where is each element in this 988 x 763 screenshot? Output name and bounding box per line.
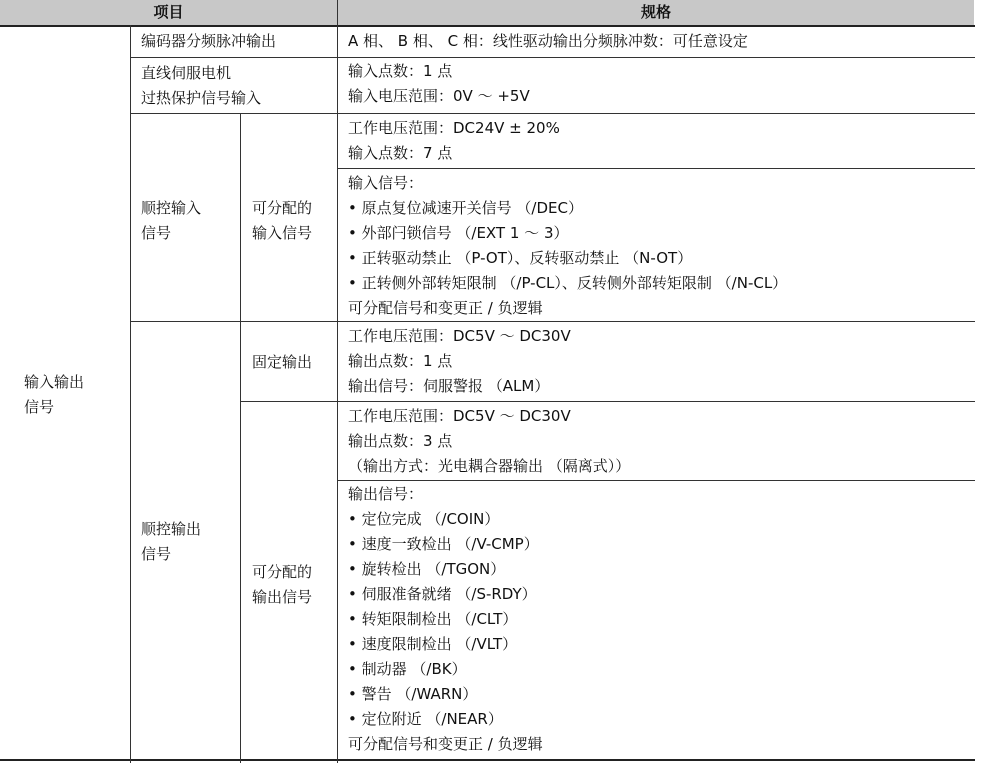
rule-col2-output: [240, 321, 241, 763]
rule-fixed-bottom: [240, 401, 975, 402]
rule-header-bottom: [0, 25, 975, 27]
rule-overheat-bottom: [130, 113, 975, 114]
header-item: 项目: [0, 0, 337, 25]
rule-col2-input: [240, 113, 241, 321]
rule-input-a-bottom: [337, 168, 975, 169]
encoder-spec: A 相、 B 相、 C 相：线性驱动输出分频脉冲数：可任意设定: [348, 32, 748, 50]
overheat-spec: 输入点数：1 点 输入电压范围：0V ～ +5V: [348, 62, 530, 105]
rule-table-bottom: [0, 759, 975, 761]
seq-output-spec-b: 输出信号： • 定位完成 （/COIN） • 速度一致检出 （/V-CMP） • 旋转检出 （/TGON） • 伺服准备就绪 （/S-RDY） • 转矩限制检出 （/CLT） • 速度限制检出 （/VLT） • 制动器 （/BK） • 警告 （/WARN） • 定位附近 （/NEAR） 可分配信号和变更正 / 负逻辑: [348, 485, 543, 753]
encoder-label: 编码器分频脉冲输出: [141, 32, 277, 50]
seq-output-sublabel: 可分配的 输出信号: [252, 563, 313, 606]
rule-output-a-bottom: [337, 480, 975, 481]
rule-col1: [130, 25, 131, 763]
fixed-output-spec: 工作电压范围：DC5V ～ DC30V 输出点数：1 点 输出信号：伺服警报 （ALM）: [348, 327, 571, 395]
seq-output-label: 顺控输出 信号: [141, 520, 202, 563]
seq-input-label: 顺控输入 信号: [141, 199, 202, 242]
group-label: 输入输出 信号: [24, 373, 85, 416]
overheat-label: 直线伺服电机 过热保护信号输入: [141, 64, 262, 107]
seq-input-sublabel: 可分配的 输入信号: [252, 199, 313, 242]
header-spec: 规格: [338, 0, 974, 25]
rule-input-bottom: [130, 321, 975, 322]
rule-col3: [337, 0, 338, 763]
seq-input-spec-b: 输入信号： • 原点复位减速开关信号 （/DEC） • 外部闩锁信号 （/EXT 1 ～ 3） • 正转驱动禁止 （P-OT）、反转驱动禁止 （N-OT） • 正转侧外部转矩限制 （/P-CL）、反转侧外部转矩限制 （/N-CL） 可分配信号和变更正 / 负逻辑: [348, 174, 788, 317]
seq-input-spec-a: 工作电压范围：DC24V ± 20% 输入点数：7 点: [348, 119, 560, 162]
seq-output-spec-a: 工作电压范围：DC5V ～ DC30V 输出点数：3 点 （输出方式：光电耦合器输出 （隔离式））: [348, 407, 631, 475]
fixed-output-label: 固定输出: [252, 353, 313, 371]
rule-encoder-bottom: [130, 57, 975, 58]
